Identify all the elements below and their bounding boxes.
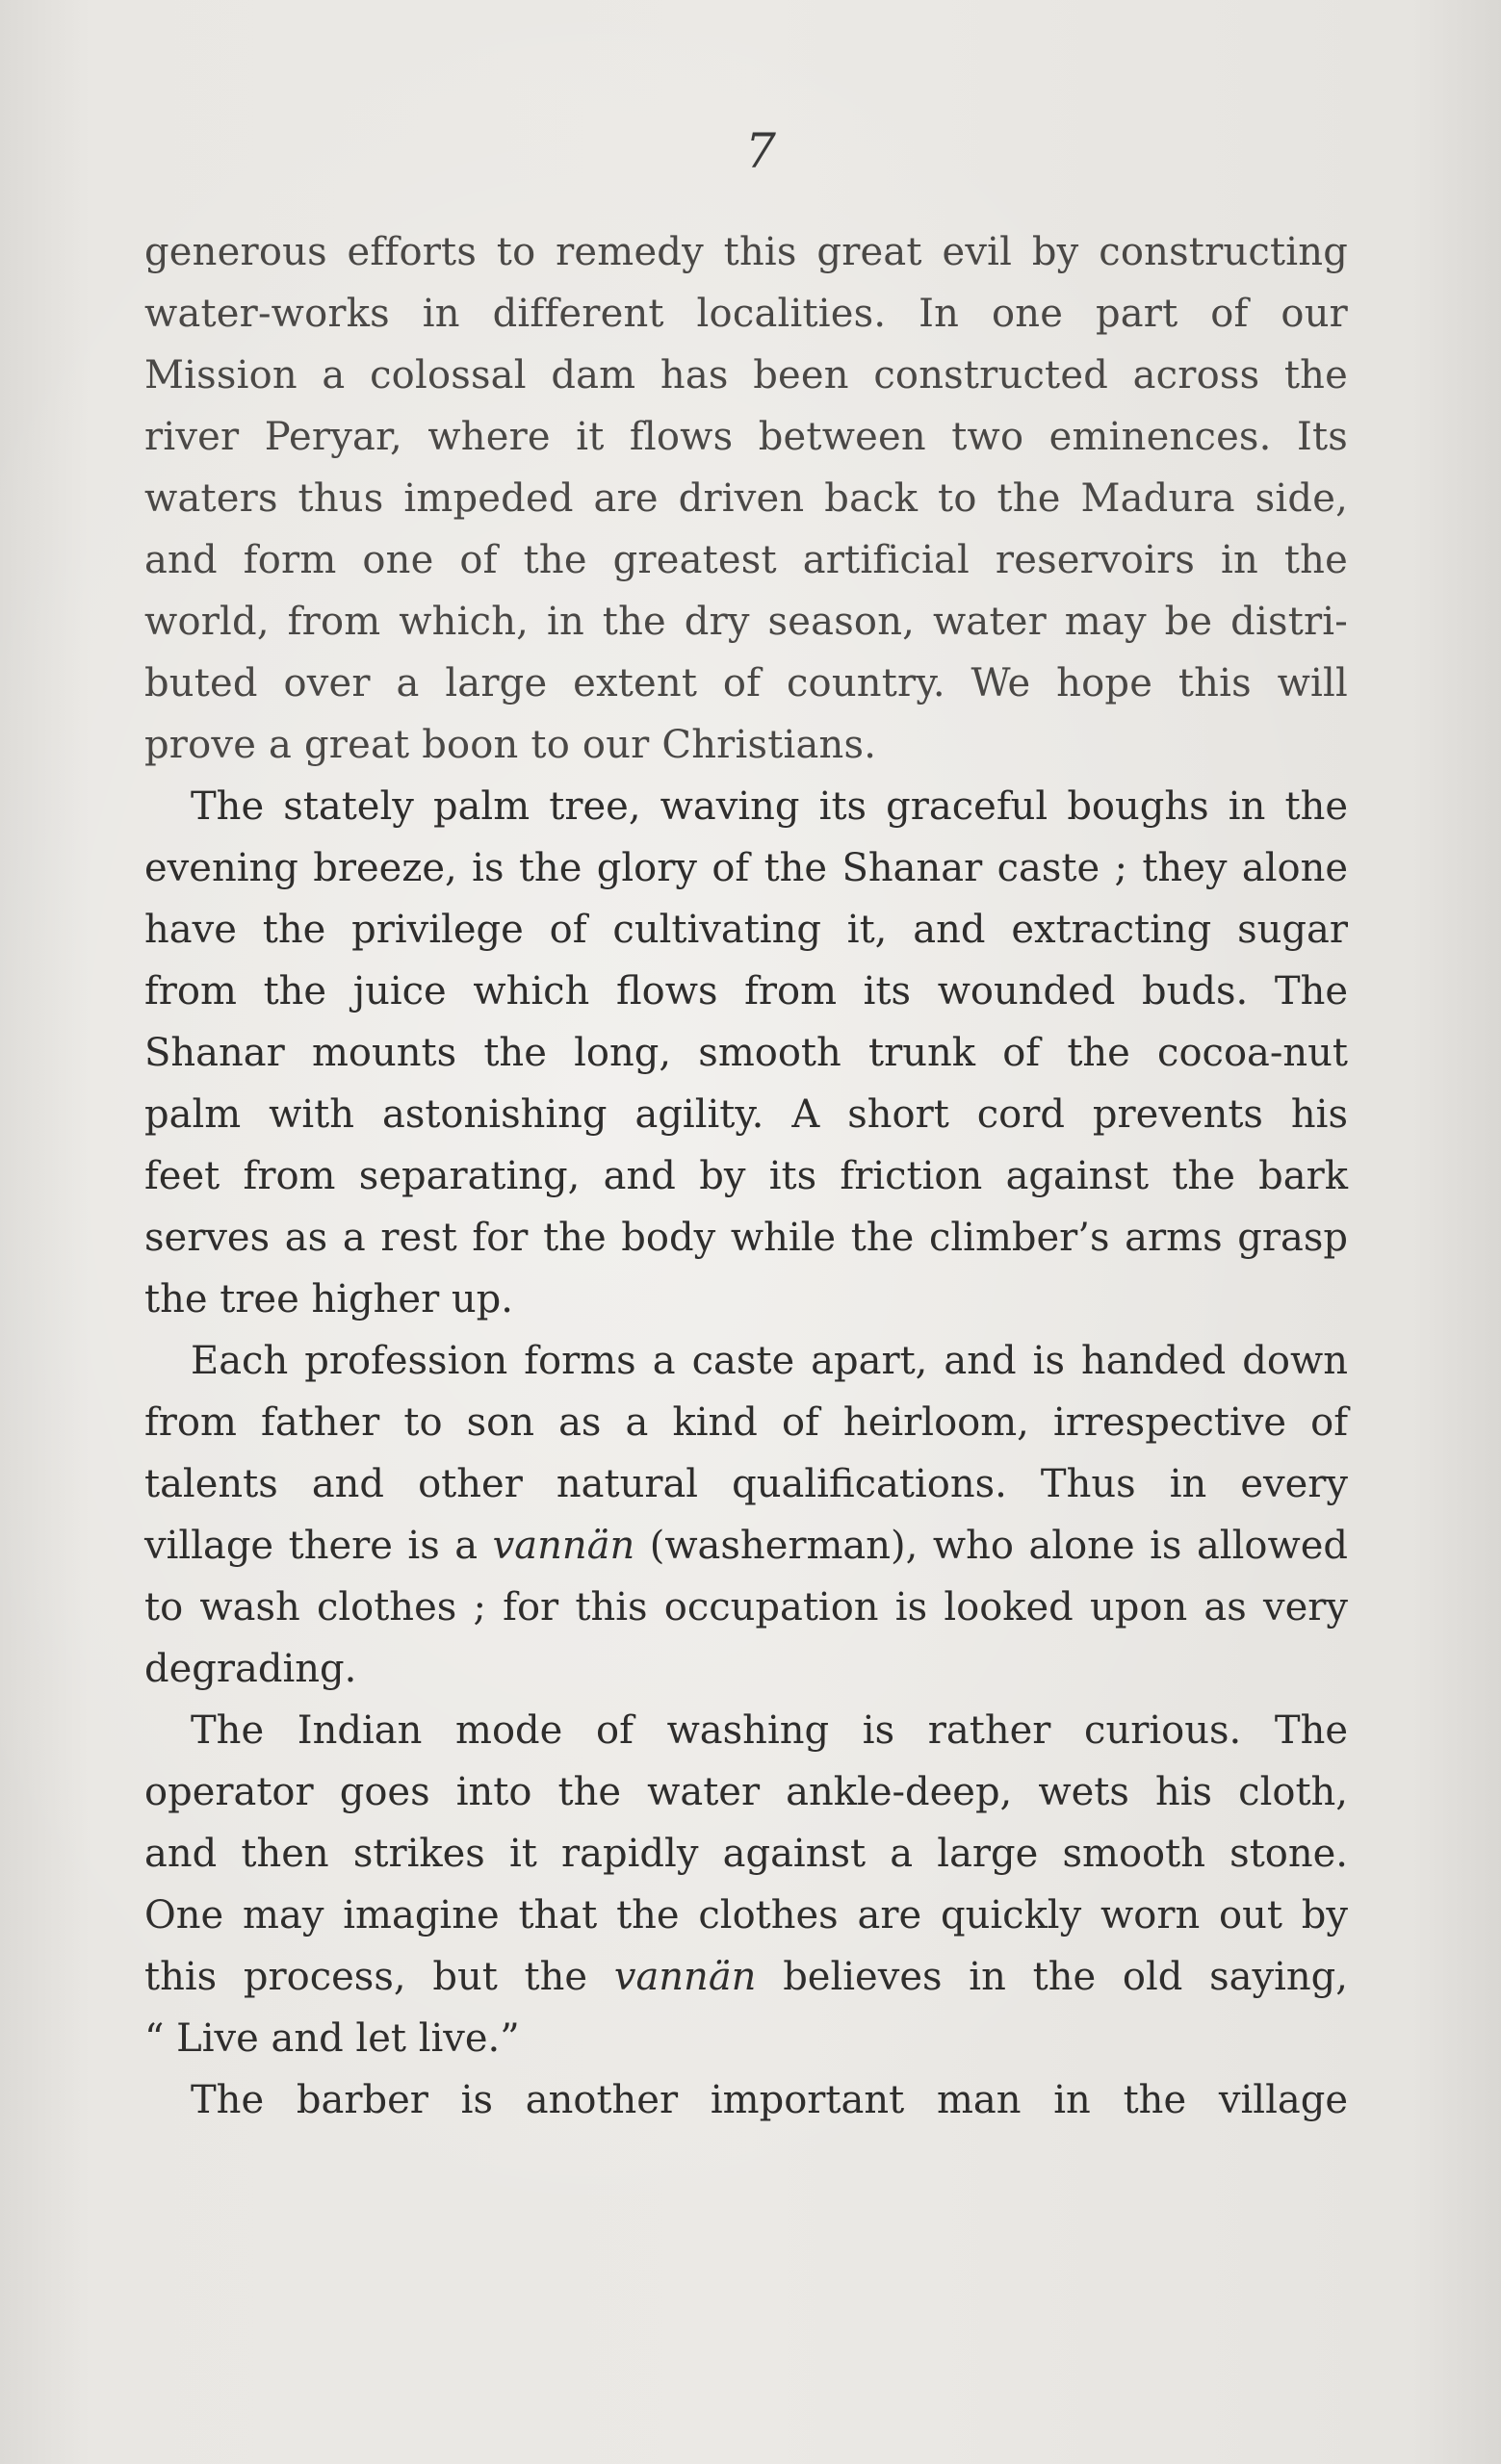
page-number: 7 bbox=[745, 123, 776, 179]
text-line: and form one of the greatest artificial reservoirs in the bbox=[144, 538, 1348, 582]
text-line: palm with astonishing agility. A short cord prevents his bbox=[144, 1092, 1348, 1137]
paragraph-2 bbox=[144, 776, 1348, 1330]
paragraph-1 bbox=[144, 221, 1348, 776]
text-segment: (washerman), who alone is allowed bbox=[634, 1524, 1348, 1568]
text-line: the tree higher up. bbox=[144, 1277, 513, 1322]
text-line: from the juice which flows from its wounded buds. The bbox=[144, 969, 1348, 1014]
text-segment: this process, but the bbox=[144, 1955, 614, 1999]
text-line: The Indian mode of washing is rather curious. The bbox=[191, 1708, 1348, 1753]
text-line-with-italic bbox=[144, 1946, 1348, 2008]
paragraph-4 bbox=[144, 1700, 1348, 2069]
text-line: “ Live and let live.” bbox=[144, 2016, 520, 2061]
text-line: One may imagine that the clothes are quickly worn out by bbox=[144, 1893, 1348, 1938]
text-line: feet from separating, and by its friction against the bark bbox=[144, 1154, 1348, 1198]
text-line: The stately palm tree, waving its graceful boughs in the bbox=[191, 784, 1348, 829]
text-line: operator goes into the water ankle-deep, wets his cloth, bbox=[144, 1770, 1348, 1814]
text-line: have the privilege of cultivating it, and extracting sugar bbox=[144, 908, 1348, 952]
text-segment: believes in the old saying, bbox=[756, 1955, 1348, 1999]
text-line: Each profession forms a caste apart, and is handed down bbox=[191, 1339, 1348, 1383]
text-line: Mission a colossal dam has been constructed across the bbox=[144, 353, 1348, 398]
text-line: prove a great boon to our Christians. bbox=[144, 723, 877, 767]
text-line: waters thus impeded are driven back to the Madura side, bbox=[144, 476, 1348, 521]
text-line: buted over a large extent of country. We hope this will bbox=[144, 661, 1348, 706]
paragraph-3 bbox=[144, 1330, 1348, 1700]
text-line: generous efforts to remedy this great evil by constructing bbox=[144, 230, 1348, 274]
text-line: river Peryar, where it flows between two eminences. Its bbox=[144, 415, 1348, 459]
text-segment: village there is a bbox=[144, 1524, 493, 1568]
text-line: and then strikes it rapidly against a large smooth stone. bbox=[144, 1832, 1348, 1876]
text-line: serves as a rest for the body while the climber’s arms grasp bbox=[144, 1216, 1348, 1260]
text-line-with-italic bbox=[144, 1515, 1348, 1577]
text-line: degrading. bbox=[144, 1647, 357, 1691]
text-line: from father to son as a kind of heirloom, irrespective of bbox=[144, 1400, 1348, 1445]
italic-term: vannän bbox=[492, 1524, 635, 1568]
text-line: talents and other natural qualifications. Thus in every bbox=[144, 1462, 1348, 1506]
text-line: world, from which, in the dry season, water may be distri- bbox=[144, 600, 1348, 644]
italic-term: vannän bbox=[613, 1955, 757, 1999]
paragraph-5 bbox=[144, 2069, 1348, 2131]
text-line: to wash clothes ; for this occupation is looked upon as very bbox=[144, 1585, 1348, 1630]
body-text bbox=[144, 221, 1348, 2131]
text-line: Shanar mounts the long, smooth trunk of the cocoa-nut bbox=[144, 1031, 1348, 1075]
text-line: evening breeze, is the glory of the Shanar caste ; they alone bbox=[144, 846, 1348, 890]
text-line: The barber is another important man in the village bbox=[191, 2078, 1348, 2122]
text-line: water-works in different localities. In one part of our bbox=[144, 292, 1348, 336]
